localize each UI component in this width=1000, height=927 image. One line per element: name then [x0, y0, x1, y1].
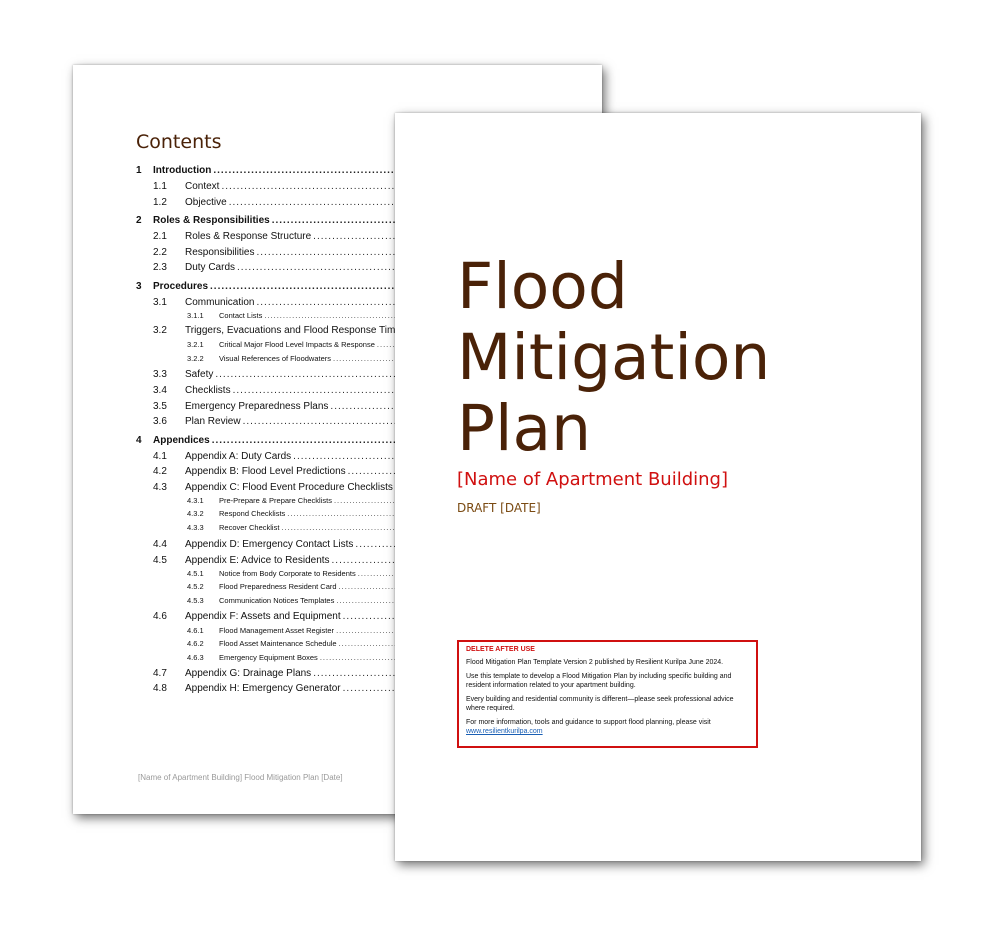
toc-subsection-entry[interactable]	[153, 231, 406, 242]
toc-subsection-entry[interactable]	[153, 181, 406, 192]
toc-entry-title: Flood Management Asset Register	[219, 626, 335, 635]
toc-entry-title: Roles & Response Structure	[185, 231, 312, 242]
toc-subsection-entry[interactable]	[153, 385, 406, 396]
toc-subsection-entry[interactable]	[153, 451, 406, 462]
toc-entry-title: Duty Cards	[185, 262, 236, 273]
notice-paragraph: Flood Mitigation Plan Template Version 2 published by Resilient Kurilpa June 2024.	[466, 659, 724, 666]
toc-entry-title: Roles & Responsibilities	[153, 215, 270, 226]
document-title	[457, 251, 770, 464]
toc-entry-title: Contact Lists	[219, 311, 263, 320]
toc-entry-title: Communication	[185, 297, 255, 308]
toc-entry-title: Plan Review	[185, 416, 241, 427]
toc-entry-number: 4.2	[153, 466, 167, 477]
toc-entry-number: 4.5.1	[187, 569, 204, 578]
toc-entry-number: 4.3	[153, 482, 167, 493]
toc-subsection-entry[interactable]	[153, 325, 406, 336]
toc-entry-number: 1	[136, 165, 142, 176]
toc-entry-number: 4.5	[153, 555, 167, 566]
toc-leader-dots	[213, 165, 406, 176]
toc-section-entry[interactable]	[136, 215, 406, 226]
toc-entry-number: 4.3.3	[187, 523, 204, 532]
toc-entry-title: Appendix H: Emergency Generator	[185, 683, 341, 694]
toc-subsection-entry[interactable]	[153, 555, 406, 566]
toc-entry-number: 4.1	[153, 451, 167, 462]
toc-entry-title: Triggers, Evacuations and Flood Response Tim	[185, 325, 396, 336]
toc-entry-title: Appendices	[153, 435, 210, 446]
toc-subsubsection-entry[interactable]	[187, 626, 406, 635]
toc-leader-dots	[210, 281, 406, 292]
toc-subsubsection-entry[interactable]	[187, 509, 406, 518]
toc-entry-title: Context	[185, 181, 220, 192]
toc-entry-number: 3.2.2	[187, 354, 204, 363]
toc-subsection-entry[interactable]	[153, 611, 406, 622]
toc-subsection-entry[interactable]	[153, 668, 406, 679]
toc-entry-title: Objective	[185, 197, 227, 208]
toc-subsection-entry[interactable]	[153, 539, 406, 550]
toc-subsection-entry[interactable]	[153, 466, 406, 477]
toc-entry-number: 4.6.2	[187, 639, 204, 648]
building-name-placeholder: [Name of Apartment Building]	[457, 469, 728, 490]
toc-section-entry[interactable]	[136, 435, 406, 446]
toc-entry-title: Appendix G: Drainage Plans	[185, 668, 312, 679]
toc-entry-number: 4.8	[153, 683, 167, 694]
toc-subsubsection-entry[interactable]	[187, 340, 406, 349]
toc-entry-title: Appendix C: Flood Event Procedure Checklists	[185, 482, 393, 493]
toc-entry-number: 4.6.1	[187, 626, 204, 635]
toc-entry-title: Appendix F: Assets and Equipment	[185, 611, 341, 622]
toc-entry-title: Appendix A: Duty Cards	[185, 451, 292, 462]
draft-date-label: DRAFT [DATE]	[457, 501, 541, 515]
toc-entry-title: Critical Major Flood Level Impacts & Response	[219, 340, 375, 349]
toc-leader-dots	[215, 369, 406, 380]
notice-paragraph: For more information, tools and guidance to support flood planning, please visit	[466, 719, 711, 726]
toc-subsubsection-entry[interactable]	[187, 496, 406, 505]
toc-leader-dots	[313, 668, 406, 679]
toc-entry-number: 4.3.1	[187, 496, 204, 505]
toc-entry-title: Communication Notices Templates	[219, 596, 335, 605]
toc-entry-number: 1.2	[153, 197, 167, 208]
toc-entry-title: Emergency Preparedness Plans	[185, 401, 329, 412]
toc-leader-dots	[313, 231, 406, 242]
toc-entry-number: 4	[136, 435, 142, 446]
toc-entry-number: 2.3	[153, 262, 167, 273]
toc-leader-dots	[264, 311, 406, 320]
toc-subsubsection-entry[interactable]	[187, 582, 406, 591]
toc-entry-title: Visual References of Floodwaters	[219, 354, 332, 363]
toc-subsubsection-entry[interactable]	[187, 596, 406, 605]
toc-entry-number: 2.1	[153, 231, 167, 242]
cover-page	[395, 113, 921, 861]
toc-entry-title: Emergency Equipment Boxes	[219, 653, 318, 662]
toc-leader-dots	[233, 385, 406, 396]
toc-leader-dots	[256, 297, 406, 308]
toc-subsubsection-entry[interactable]	[187, 569, 406, 578]
toc-subsection-entry[interactable]	[153, 482, 406, 493]
toc-entry-number: 3.1	[153, 297, 167, 308]
toc-leader-dots	[237, 262, 406, 273]
website-link[interactable]: www.resilientkurilpa.com	[466, 728, 543, 735]
toc-leader-dots	[287, 509, 406, 518]
toc-subsubsection-entry[interactable]	[187, 354, 406, 363]
title-line: Mitigation	[457, 321, 771, 394]
toc-entry-title: Flood Preparedness Resident Card	[219, 582, 337, 591]
toc-section-entry[interactable]	[136, 281, 406, 292]
toc-subsubsection-entry[interactable]	[187, 311, 406, 320]
title-line: Flood	[457, 250, 628, 323]
toc-subsection-entry[interactable]	[153, 262, 406, 273]
toc-entry-number: 4.4	[153, 539, 167, 550]
toc-entry-title: Appendix D: Emergency Contact Lists	[185, 539, 354, 550]
toc-entry-number: 3.4	[153, 385, 167, 396]
toc-leader-dots	[256, 247, 406, 258]
notice-title: DELETE AFTER USE	[466, 646, 535, 653]
toc-subsection-entry[interactable]	[153, 247, 406, 258]
toc-leader-dots	[221, 181, 406, 192]
page-footer: [Name of Apartment Building] Flood Mitigation Plan [Date]	[138, 773, 343, 782]
toc-leader-dots	[272, 215, 406, 226]
title-line: Plan	[457, 392, 592, 465]
toc-leader-dots	[293, 451, 406, 462]
toc-entry-number: 4.6.3	[187, 653, 204, 662]
toc-entry-number: 1.1	[153, 181, 167, 192]
toc-entry-number: 3.3	[153, 369, 167, 380]
toc-entry-number: 4.5.3	[187, 596, 204, 605]
toc-entry-title: Responsibilities	[185, 247, 255, 258]
toc-subsubsection-entry[interactable]	[187, 653, 406, 662]
toc-leader-dots	[320, 653, 406, 662]
toc-subsubsection-entry[interactable]	[187, 639, 406, 648]
toc-entry-number: 3.2.1	[187, 340, 204, 349]
toc-subsubsection-entry[interactable]	[187, 523, 406, 532]
toc-entry-title: Recover Checklist	[219, 523, 280, 532]
toc-entry-title: Appendix B: Flood Level Predictions	[185, 466, 346, 477]
toc-entry-title: Introduction	[153, 165, 212, 176]
delete-after-use-notice	[457, 640, 758, 748]
toc-entry-number: 3	[136, 281, 142, 292]
toc-leader-dots	[243, 416, 406, 427]
toc-entry-number: 3.6	[153, 416, 167, 427]
toc-entry-title: Procedures	[153, 281, 209, 292]
toc-entry-title: Safety	[185, 369, 214, 380]
toc-leader-dots	[229, 197, 406, 208]
notice-paragraph: Every building and residential community is different—please seek professional advice where required.	[466, 696, 734, 712]
toc-subsection-entry[interactable]	[153, 197, 406, 208]
toc-entry-title: Notice from Body Corporate to Residents	[219, 569, 356, 578]
toc-subsection-entry[interactable]	[153, 297, 406, 308]
toc-subsection-entry[interactable]	[153, 369, 406, 380]
toc-leader-dots	[281, 523, 406, 532]
toc-entry-title: Checklists	[185, 385, 231, 396]
toc-entry-number: 3.1.1	[187, 311, 204, 320]
toc-entry-number: 4.7	[153, 668, 167, 679]
toc-entry-number: 3.2	[153, 325, 167, 336]
toc-entry-title: Flood Asset Maintenance Schedule	[219, 639, 337, 648]
toc-entry-number: 2	[136, 215, 142, 226]
toc-leader-dots	[212, 435, 406, 446]
toc-entry-number: 4.5.2	[187, 582, 204, 591]
toc-entry-title: Pre-Prepare & Prepare Checklists	[219, 496, 332, 505]
toc-entry-title: Respond Checklists	[219, 509, 286, 518]
toc-entry-number: 3.5	[153, 401, 167, 412]
toc-entry-number: 4.3.2	[187, 509, 204, 518]
toc-subsection-entry[interactable]	[153, 401, 406, 412]
toc-entry-title: Appendix E: Advice to Residents	[185, 555, 330, 566]
notice-paragraph: Use this template to develop a Flood Mitigation Plan by including specific building and resident information related to your apartment building.	[466, 673, 732, 689]
toc-subsection-entry[interactable]	[153, 416, 406, 427]
contents-heading: Contents	[136, 131, 222, 153]
toc-entry-number: 2.2	[153, 247, 167, 258]
toc-section-entry[interactable]	[136, 165, 406, 176]
toc-entry-number: 4.6	[153, 611, 167, 622]
toc-subsection-entry[interactable]	[153, 683, 406, 694]
